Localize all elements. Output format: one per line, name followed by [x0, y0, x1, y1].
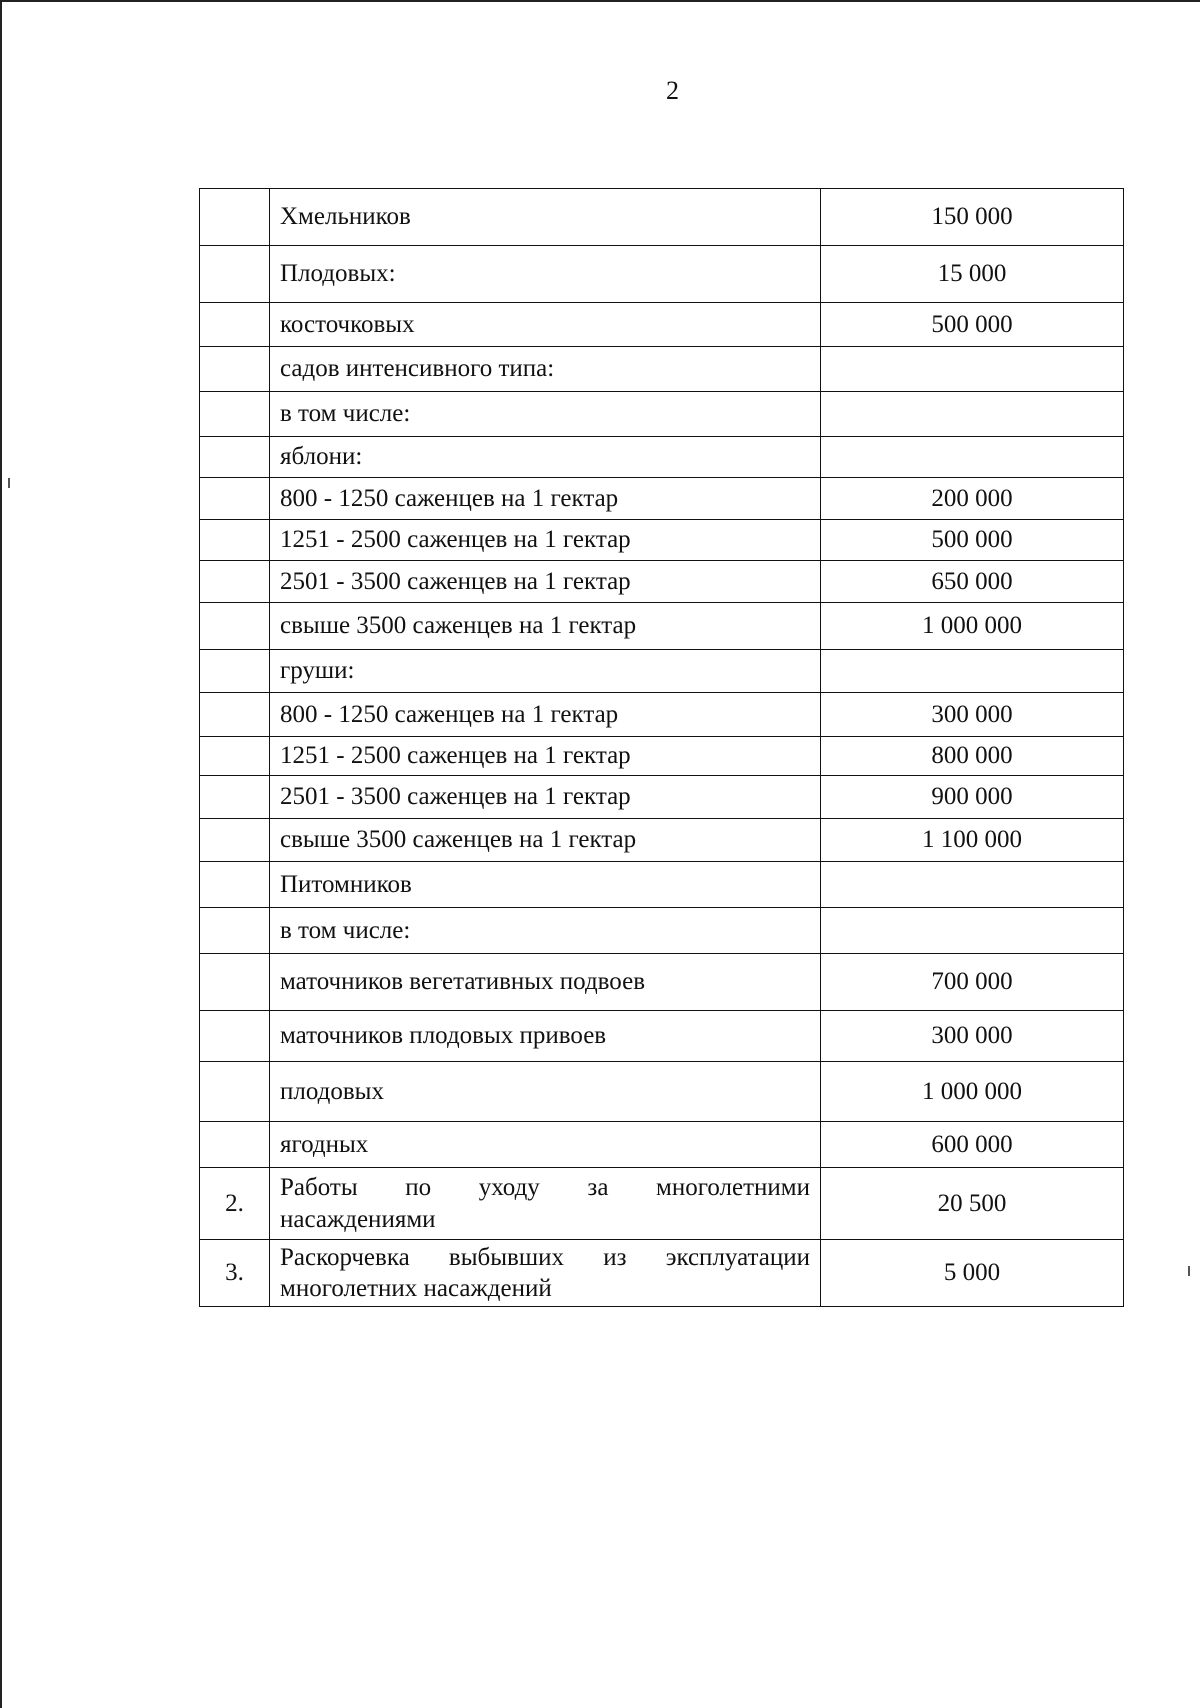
row-name: свыше 3500 саженцев на 1 гектар	[270, 603, 821, 650]
row-value: 800 000	[821, 737, 1124, 776]
row-number	[200, 1011, 270, 1062]
row-number	[200, 520, 270, 561]
row-number	[200, 189, 270, 246]
table-row	[200, 303, 1124, 347]
page-number: 2	[666, 76, 679, 105]
table-row	[200, 819, 1124, 862]
row-number	[200, 819, 270, 862]
table-row	[200, 189, 1124, 246]
row-value: 300 000	[821, 693, 1124, 737]
row-name: плодовых	[270, 1062, 821, 1122]
row-value	[821, 392, 1124, 437]
table-row	[200, 478, 1124, 520]
table-row	[200, 561, 1124, 603]
row-name: свыше 3500 саженцев на 1 гектар	[270, 819, 821, 862]
row-name: Плодовых:	[270, 246, 821, 303]
table-row	[200, 776, 1124, 819]
row-number	[200, 561, 270, 603]
row-number	[200, 246, 270, 303]
row-value: 600 000	[821, 1122, 1124, 1168]
scan-speck	[1188, 1266, 1190, 1276]
table-row	[200, 520, 1124, 561]
table-row	[200, 437, 1124, 478]
row-value	[821, 908, 1124, 954]
row-value: 1 000 000	[821, 1062, 1124, 1122]
row-name: в том числе:	[270, 392, 821, 437]
row-name: в том числе:	[270, 908, 821, 954]
table-row	[200, 392, 1124, 437]
row-number	[200, 862, 270, 908]
row-number	[200, 776, 270, 819]
row-name: садов интенсивного типа:	[270, 347, 821, 392]
row-value: 1 000 000	[821, 603, 1124, 650]
row-number	[200, 392, 270, 437]
table-row	[200, 1011, 1124, 1062]
row-value: 1 100 000	[821, 819, 1124, 862]
table-row	[200, 693, 1124, 737]
row-number	[200, 478, 270, 520]
row-value: 500 000	[821, 520, 1124, 561]
row-value: 20 500	[821, 1168, 1124, 1240]
row-value	[821, 437, 1124, 478]
row-number: 3.	[200, 1240, 270, 1307]
row-number	[200, 650, 270, 693]
row-name: 2501 - 3500 саженцев на 1 гектар	[270, 776, 821, 819]
row-name: ягодных	[270, 1122, 821, 1168]
table-row	[200, 1122, 1124, 1168]
row-value	[821, 650, 1124, 693]
row-value: 500 000	[821, 303, 1124, 347]
row-number	[200, 908, 270, 954]
row-name: 1251 - 2500 саженцев на 1 гектар	[270, 737, 821, 776]
row-number	[200, 1122, 270, 1168]
table-row	[200, 1240, 1124, 1307]
row-value: 300 000	[821, 1011, 1124, 1062]
row-number	[200, 737, 270, 776]
row-value: 5 000	[821, 1240, 1124, 1307]
row-name: Хмельников	[270, 189, 821, 246]
row-name	[270, 1168, 821, 1240]
row-name: маточников вегетативных подвоев	[270, 954, 821, 1011]
row-number	[200, 347, 270, 392]
table-row	[200, 1168, 1124, 1240]
row-name: 2501 - 3500 саженцев на 1 гектар	[270, 561, 821, 603]
row-name: косточковых	[270, 303, 821, 347]
row-name: яблони:	[270, 437, 821, 478]
row-name-line: насаждениями	[280, 1205, 436, 1233]
row-number	[200, 693, 270, 737]
row-name-line: Работы по уходу за многолетними	[280, 1174, 810, 1202]
row-value: 150 000	[821, 189, 1124, 246]
scan-speck	[8, 478, 10, 488]
row-name	[270, 1240, 821, 1307]
scan-frame-left-edge	[0, 0, 2, 1708]
row-value: 200 000	[821, 478, 1124, 520]
row-number	[200, 303, 270, 347]
table-row	[200, 347, 1124, 392]
row-value: 650 000	[821, 561, 1124, 603]
row-name-line: многолетних насаждений	[280, 1275, 552, 1302]
row-name: Питомников	[270, 862, 821, 908]
table-row	[200, 737, 1124, 776]
row-value	[821, 347, 1124, 392]
row-value: 700 000	[821, 954, 1124, 1011]
row-name: 800 - 1250 саженцев на 1 гектар	[270, 478, 821, 520]
row-number	[200, 603, 270, 650]
row-number	[200, 437, 270, 478]
row-name-line: Раскорчевка выбывших из эксплуатации	[280, 1243, 810, 1271]
table-row	[200, 603, 1124, 650]
table-row	[200, 1062, 1124, 1122]
row-value	[821, 862, 1124, 908]
table-row	[200, 954, 1124, 1011]
table-row	[200, 650, 1124, 693]
rates-table	[199, 188, 1124, 1307]
row-number: 2.	[200, 1168, 270, 1240]
scan-frame-top-edge	[0, 0, 1200, 2]
row-name: 800 - 1250 саженцев на 1 гектар	[270, 693, 821, 737]
row-number	[200, 1062, 270, 1122]
row-name: 1251 - 2500 саженцев на 1 гектар	[270, 520, 821, 561]
table-row	[200, 246, 1124, 303]
row-value: 900 000	[821, 776, 1124, 819]
row-name: маточников плодовых привоев	[270, 1011, 821, 1062]
row-number	[200, 954, 270, 1011]
table-row	[200, 862, 1124, 908]
row-name: груши:	[270, 650, 821, 693]
row-value: 15 000	[821, 246, 1124, 303]
table-row	[200, 908, 1124, 954]
